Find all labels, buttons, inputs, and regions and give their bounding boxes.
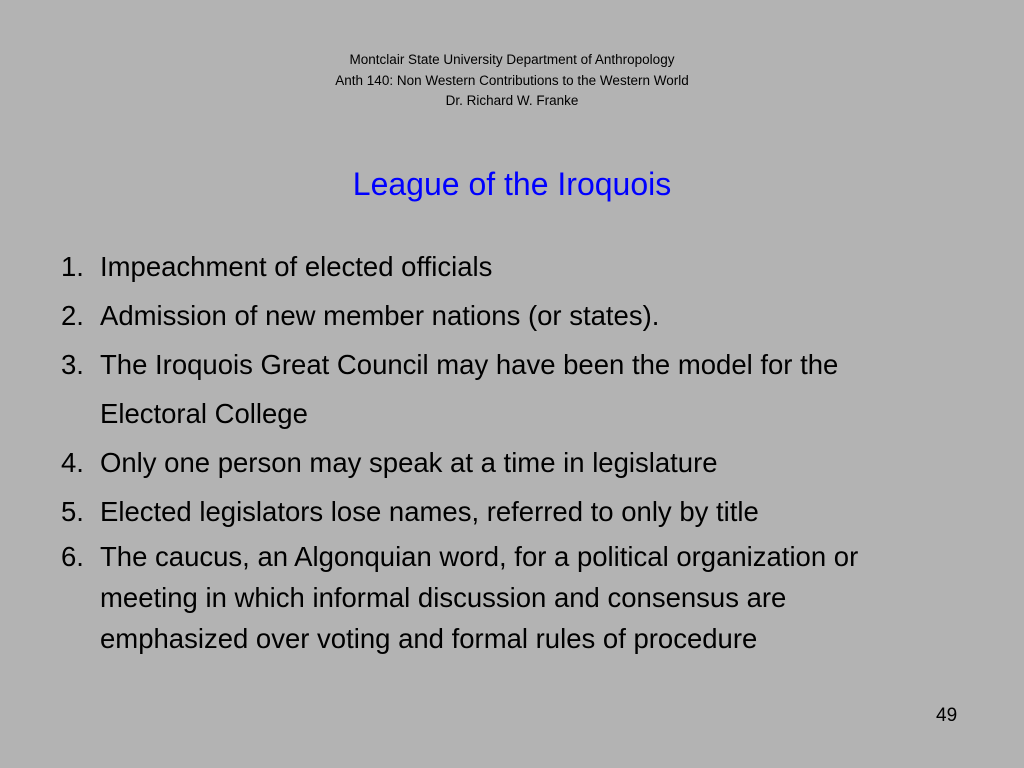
list-item-text: The Iroquois Great Council may have been the model for the Electoral College (100, 349, 839, 429)
list-item-number: 6. (61, 541, 84, 572)
numbered-list (0, 242, 1024, 659)
list-item-number: 4. (61, 447, 84, 478)
list-item (0, 291, 940, 340)
list-item-number: 3. (61, 349, 84, 380)
header-instructor: Dr. Richard W. Franke (445, 93, 579, 108)
list-item-text: Impeachment of elected officials (100, 251, 493, 282)
list-item (0, 438, 940, 487)
list-item (0, 487, 940, 536)
list-item-text: The caucus, an Algonquian word, for a political organization or meeting in which informal discussion and consensus are emphasized over voting and formal rules of procedure (100, 541, 859, 654)
list-item-text: Only one person may speak at a time in legislature (100, 447, 718, 478)
list-item (0, 340, 940, 438)
list-item-text: Elected legislators lose names, referred to only by title (100, 496, 759, 527)
slide-header (0, 50, 1024, 112)
list-item-number: 1. (61, 251, 84, 282)
list-item-number: 5. (61, 496, 84, 527)
list-item-number: 2. (61, 300, 84, 331)
list-item (0, 242, 940, 291)
page-number: 49 (936, 705, 958, 726)
list-item (0, 536, 940, 659)
slide-title: League of the Iroquois (352, 166, 672, 202)
header-institution: Montclair State University Department of Anthropology (349, 52, 675, 67)
list-item-text: Admission of new member nations (or states). (100, 300, 660, 331)
header-course: Anth 140: Non Western Contributions to the Western World (335, 72, 689, 88)
